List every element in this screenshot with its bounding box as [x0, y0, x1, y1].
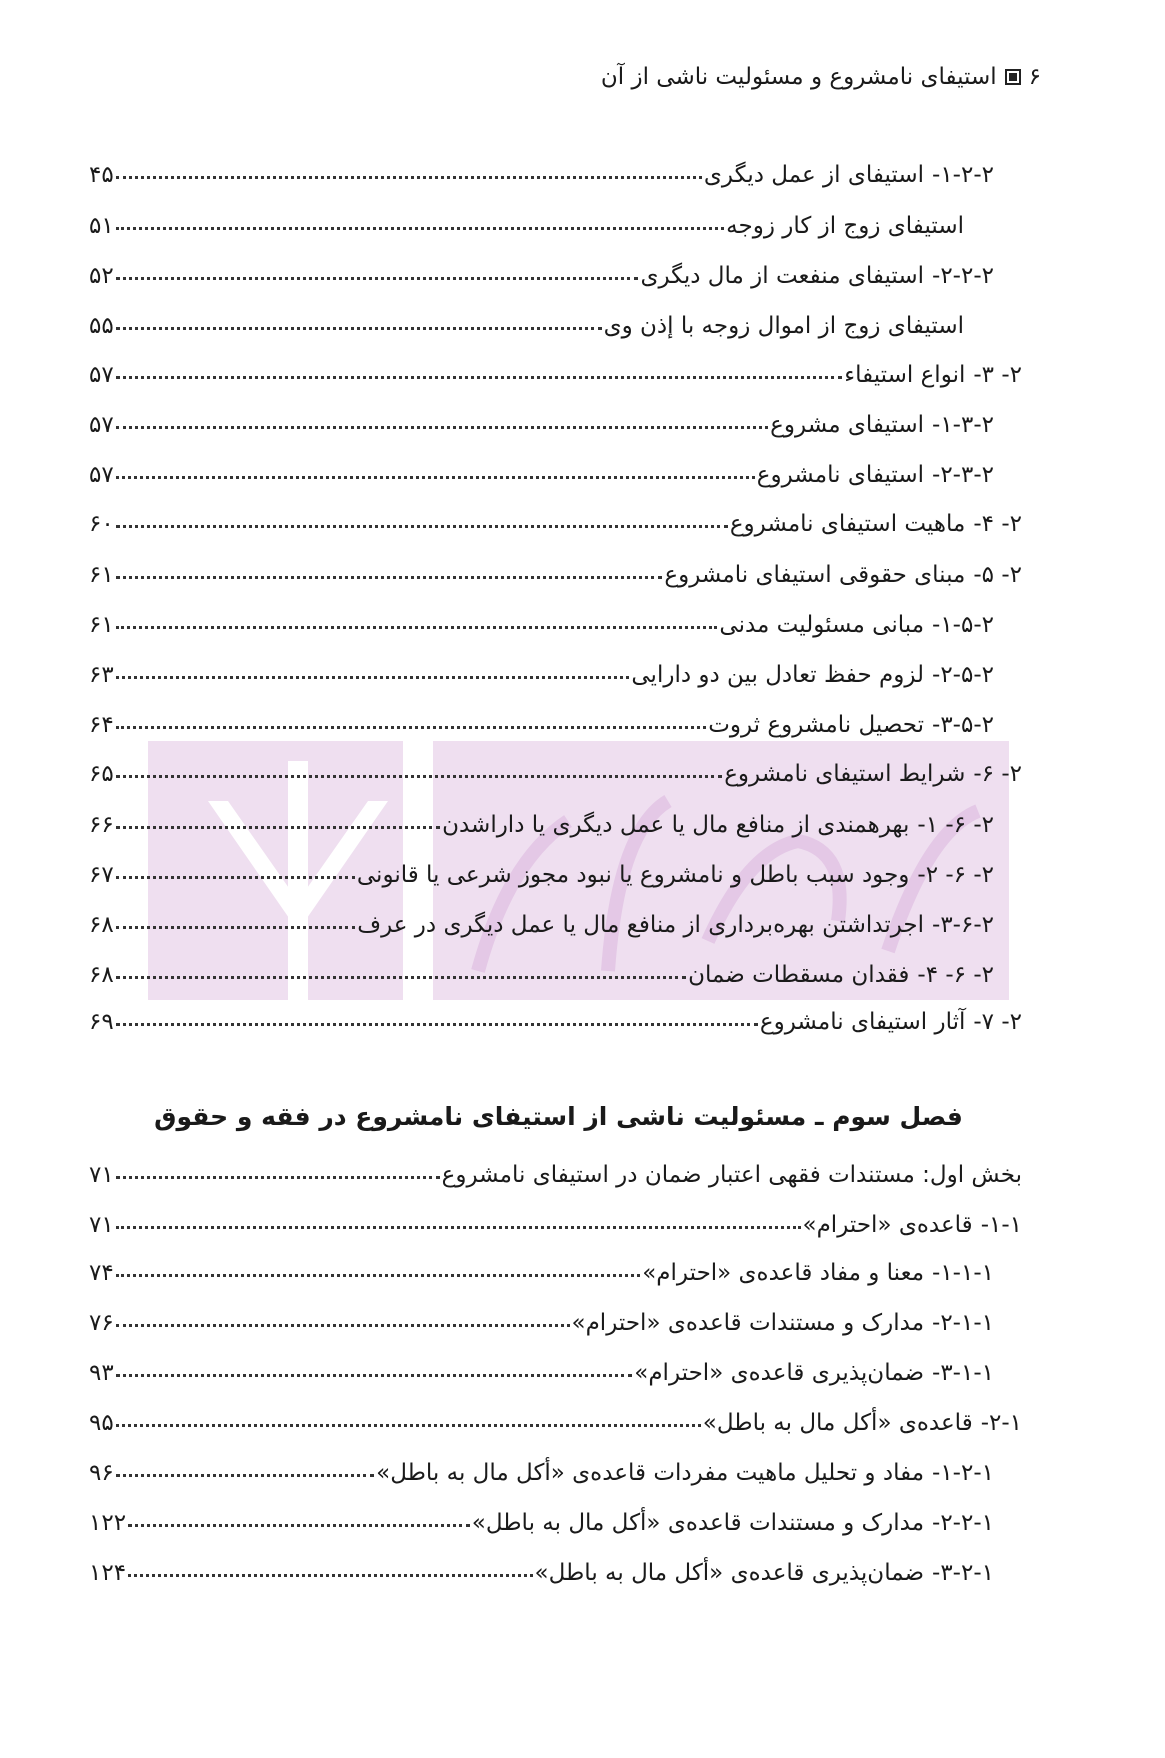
- toc-entry: [89, 802, 994, 838]
- toc-entry-page: ۶۵: [89, 761, 114, 787]
- toc-entry-title: ضمان‌پذیری قاعده‌ی «أکل مال به باطل»: [534, 1560, 925, 1586]
- toc-entry-number: ۲-۲-۱-: [932, 162, 994, 188]
- dot-leader: [116, 576, 663, 579]
- dot-leader: [116, 1274, 641, 1277]
- toc-entry-title: بهرهمندی از منافع مال یا عمل دیگری یا داراشدن: [442, 812, 910, 838]
- dot-leader: [116, 1374, 633, 1377]
- toc-entry: [89, 552, 1022, 588]
- dot-leader: [116, 876, 355, 879]
- toc-entry-title: مبانی مسئولیت مدنی: [719, 612, 925, 638]
- toc-entry-title: شرایط استیفای نامشروع: [724, 761, 966, 787]
- toc-entry-page: ۶۰: [89, 511, 114, 537]
- dot-leader: [116, 1424, 701, 1427]
- toc-entry-page: ۷۴: [89, 1260, 114, 1286]
- toc-entry-number: ۱-۲-: [980, 1410, 1022, 1436]
- toc-entry-title: ضمان‌پذیری قاعده‌ی «احترام»: [634, 1360, 925, 1386]
- dot-leader: [116, 227, 724, 230]
- toc-entry-title: قاعده‌ی «أکل مال به باطل»: [702, 1410, 973, 1436]
- dot-leader: [116, 327, 602, 330]
- dot-leader: [116, 1324, 570, 1327]
- toc-entry: [89, 1350, 994, 1386]
- toc-entry-page: ۶۷: [89, 862, 114, 888]
- toc-entry: [89, 152, 994, 188]
- toc-entry: [89, 253, 994, 289]
- toc-entry-number: ۱-۲-۲-: [932, 1510, 994, 1536]
- toc-entry-page: ۵۲: [89, 263, 114, 289]
- toc-entry: [89, 852, 994, 888]
- toc-entry-number: ۱-۱-۳-: [932, 1360, 994, 1386]
- toc-entry: [89, 303, 964, 339]
- toc-entry-number: ۲-۶-۳-: [932, 912, 994, 938]
- toc-entry: [89, 1500, 994, 1536]
- dot-leader: [116, 1474, 374, 1477]
- toc-entry-page: ۶۱: [89, 612, 114, 638]
- toc-entry-title: استیفای نامشروع: [756, 462, 925, 488]
- toc-entry: [89, 352, 1022, 388]
- toc-entry-page: ۶۹: [89, 1009, 114, 1035]
- toc-entry-number: ۲- ۳-: [973, 362, 1022, 388]
- running-header: [601, 64, 1041, 90]
- toc-entry-number: ۲- ۶-: [973, 761, 1022, 787]
- toc-entry-number: ۲- ۷-: [973, 1009, 1022, 1035]
- toc-entry-page: ۹۳: [89, 1360, 114, 1386]
- toc-entry-number: ۲-۲-۲-: [932, 263, 994, 289]
- toc-entry-page: ۹۵: [89, 1410, 114, 1436]
- dot-leader: [116, 1023, 758, 1026]
- toc-entry-page: ۶۳: [89, 662, 114, 688]
- toc-entry-page: ۶۸: [89, 912, 114, 938]
- toc-entry: [89, 1550, 994, 1586]
- toc-entry-page: ۱۲۴: [89, 1560, 127, 1586]
- toc-entry-number: ۱-۲-۳-: [932, 1560, 994, 1586]
- toc-entry-title: انواع استیفاء: [844, 362, 966, 388]
- header-page-number: ۶: [1028, 64, 1041, 90]
- dot-leader: [116, 626, 718, 629]
- toc-entry-title: اجرتداشتن بهره‌برداری از منافع مال یا عمل دیگری در عرف: [357, 912, 925, 938]
- toc-entry-title: استیفای منفعت از مال دیگری: [640, 263, 925, 289]
- toc-entry-title: مفاد و تحلیل ماهیت مفردات قاعده‌ی «أکل مال به باطل»: [376, 1460, 925, 1486]
- toc-entry: [89, 402, 994, 438]
- dot-leader: [116, 1226, 801, 1229]
- toc-entry-page: ۶۴: [89, 712, 114, 738]
- dot-leader: [128, 1574, 532, 1577]
- toc-entry-page: ۵۱: [89, 213, 114, 239]
- toc-entry-page: ۷۱: [89, 1212, 114, 1238]
- dot-leader: [116, 476, 755, 479]
- toc-entry-number: ۱-۲-۱-: [932, 1460, 994, 1486]
- toc-entry: [89, 1152, 1022, 1188]
- toc-entry: [89, 1450, 994, 1486]
- toc-entry-number: ۲-۵-۳-: [932, 712, 994, 738]
- toc-entry-title: استیفای از عمل دیگری: [703, 162, 925, 188]
- toc-entry-number: ۲-۵-۲-: [932, 662, 994, 688]
- toc-entry-number: ۲- ۴-: [973, 511, 1022, 537]
- toc-entry-title: معنا و مفاد قاعده‌ی «احترام»: [642, 1260, 925, 1286]
- toc-entry: [89, 952, 994, 988]
- toc-entry-page: ۵۷: [89, 362, 114, 388]
- toc-entry-title: وجود سبب باطل و نامشروع یا نبود مجوز شرعی یا قانونی: [356, 862, 910, 888]
- toc-entry-number: ۲- ۶- ۱-: [917, 812, 994, 838]
- dot-leader: [116, 525, 728, 528]
- dot-leader: [116, 376, 843, 379]
- dot-leader: [116, 726, 707, 729]
- toc-entry: [89, 452, 994, 488]
- dot-leader: [116, 176, 702, 179]
- toc-entry-number: ۱-۱-۲-: [932, 1310, 994, 1336]
- dot-leader: [116, 926, 356, 929]
- dot-leader: [116, 676, 630, 679]
- toc-entry: [89, 751, 1022, 787]
- dot-leader: [116, 277, 639, 280]
- toc-entry-title: مدارک و مستندات قاعده‌ی «أکل مال به باطل»: [471, 1510, 925, 1536]
- dot-leader: [128, 1524, 470, 1527]
- toc-entry: [89, 1250, 994, 1286]
- toc-entry: [89, 1202, 1022, 1238]
- toc-entry-number: ۲-۵-۱-: [932, 612, 994, 638]
- header-book-title: استیفای نامشروع و مسئولیت ناشی از آن: [600, 64, 997, 90]
- toc-entry-page: ۱۲۲: [89, 1510, 127, 1536]
- toc-entry: [89, 602, 994, 638]
- dot-leader: [116, 426, 768, 429]
- toc-entry-page: ۹۶: [89, 1460, 114, 1486]
- toc-entry-number: ۲- ۶- ۴-: [917, 962, 994, 988]
- toc-entry-page: ۵۵: [89, 313, 114, 339]
- toc-entry-title: لزوم حفظ تعادل بین دو دارایی: [631, 662, 925, 688]
- toc-entry-page: ۵۷: [89, 462, 114, 488]
- toc-entry-number: ۲-۳-۲-: [932, 462, 994, 488]
- toc-entry: [89, 501, 1022, 537]
- toc-entry: [89, 999, 1022, 1035]
- dot-leader: [116, 775, 722, 778]
- toc-entry-title: استیفای زوج از کار زوجه: [726, 213, 964, 239]
- toc-entry-number: ۱-۱-: [980, 1212, 1022, 1238]
- dot-leader: [116, 826, 440, 829]
- dot-leader: [116, 976, 686, 979]
- toc-entry-title: تحصیل نامشروع ثروت: [708, 712, 925, 738]
- toc-entry-number: ۱-۱-۱-: [932, 1260, 994, 1286]
- toc-entry-title: آثار استیفای نامشروع: [759, 1009, 966, 1035]
- toc-entry-page: ۷۱: [89, 1162, 114, 1188]
- toc-entry-page: ۶۶: [89, 812, 114, 838]
- toc-entry-title: بخش اول: مستندات فقهی اعتبار ضمان در استیفای نامشروع: [441, 1162, 1022, 1188]
- toc-entry: [89, 652, 994, 688]
- toc-entry: [89, 1300, 994, 1336]
- toc-entry-number: ۲- ۵-: [973, 562, 1022, 588]
- toc-entry: [89, 1400, 1022, 1436]
- toc-entry-page: ۶۱: [89, 562, 114, 588]
- toc-entry: [89, 902, 994, 938]
- toc-entry-page: ۶۸: [89, 962, 114, 988]
- toc-entry-title: فقدان مسقطات ضمان: [688, 962, 910, 988]
- toc-entry: [89, 203, 964, 239]
- toc-entry-title: قاعده‌ی «احترام»: [802, 1212, 973, 1238]
- toc-entry-title: ماهیت استیفای نامشروع: [729, 511, 966, 537]
- toc-entry-number: ۲- ۶- ۲-: [917, 862, 994, 888]
- dot-leader: [116, 1176, 440, 1179]
- toc-entry-title: مدارک و مستندات قاعده‌ی «احترام»: [571, 1310, 925, 1336]
- toc-entry-number: ۲-۳-۱-: [932, 412, 994, 438]
- square-bullet-icon: [1005, 69, 1021, 85]
- toc-entry-page: ۵۷: [89, 412, 114, 438]
- toc-entry-page: ۷۶: [89, 1310, 114, 1336]
- toc-entry-title: استیفای زوج از اموال زوجه با إذن وی: [603, 313, 964, 339]
- toc-entry-page: ۴۵: [89, 162, 114, 188]
- chapter-title: فصل سوم ـ مسئولیت ناشی از استیفای نامشروع در فقه و حقوق: [154, 1102, 963, 1131]
- toc-entry-title: استیفای مشروع: [770, 412, 925, 438]
- toc-entry-title: مبنای حقوقی استیفای نامشروع: [664, 562, 966, 588]
- toc-entry: [89, 702, 994, 738]
